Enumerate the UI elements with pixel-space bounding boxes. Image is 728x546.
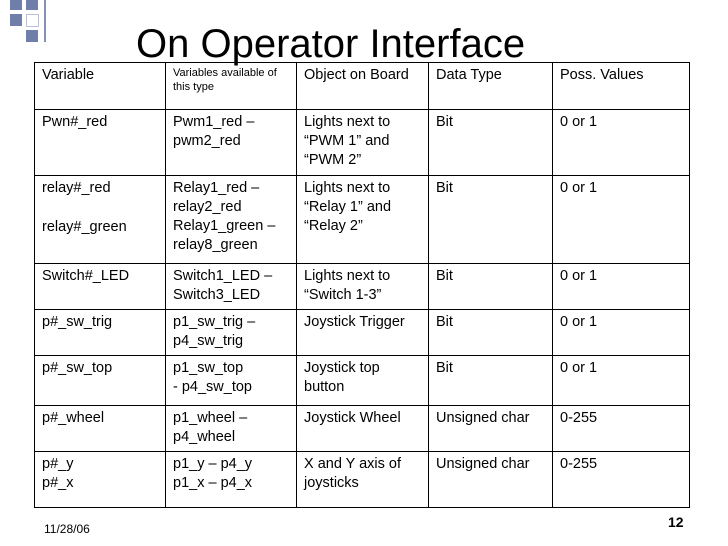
cell-text: Joystick Trigger: [304, 314, 405, 330]
decor-square-4: [26, 14, 39, 27]
cell-text: Unsigned char: [436, 456, 530, 472]
header-cell-object: Object on Board: [297, 63, 429, 110]
cell-text: “Relay 2”: [304, 218, 363, 234]
cell-text: 0-255: [560, 410, 598, 426]
header-cell-type: Data Type: [429, 63, 553, 110]
decor-square-5: [26, 30, 38, 42]
cell-text: Switch#_LED: [42, 268, 130, 284]
cell-text: 0 or 1: [560, 268, 598, 284]
cell-object: [297, 452, 429, 508]
cell-type: [429, 264, 553, 310]
cell-variable: [35, 406, 166, 452]
cell-available: [166, 310, 297, 356]
cell-available: [166, 356, 297, 406]
header-cell-values: Poss. Values: [553, 63, 690, 110]
cell-available: [166, 452, 297, 508]
cell-text: p#_sw_top: [42, 360, 113, 376]
cell-text: “Relay 1” and: [304, 199, 392, 215]
cell-text: relay#_red: [42, 180, 111, 196]
cell-text: Pwn#_red: [42, 114, 108, 130]
cell-text: p1_sw_trig –: [173, 314, 256, 330]
cell-values: [553, 356, 690, 406]
cell-text: 0 or 1: [560, 360, 598, 376]
cell-text: 0 or 1: [560, 114, 598, 130]
cell-text: p#_y: [42, 456, 74, 472]
cell-text: Switch1_LED –: [173, 268, 273, 284]
cell-text: - p4_sw_top: [173, 379, 252, 395]
table-row: [35, 406, 690, 452]
cell-available: [166, 110, 297, 176]
cell-values: [553, 264, 690, 310]
cell-text: Unsigned char: [436, 410, 530, 426]
cell-object: [297, 264, 429, 310]
header-cell-variable: Variable: [35, 63, 166, 110]
cell-object: [297, 110, 429, 176]
table-row: [35, 452, 690, 508]
cell-variable: [35, 356, 166, 406]
cell-text: p1_wheel –: [173, 410, 248, 426]
cell-type: [429, 356, 553, 406]
cell-text: Relay1_red –: [173, 180, 260, 196]
cell-text: Pwm1_red –: [173, 114, 255, 130]
variables-table: [34, 62, 690, 508]
slide-date: 11/28/06: [44, 522, 90, 536]
table-row: [35, 176, 690, 264]
cell-object: [297, 406, 429, 452]
cell-text: relay2_red: [173, 199, 242, 215]
cell-text: relay8_green: [173, 237, 258, 253]
cell-type: [429, 452, 553, 508]
cell-type: [429, 310, 553, 356]
cell-variable: [35, 110, 166, 176]
cell-text: pwm2_red: [173, 133, 241, 149]
cell-text: Joystick Wheel: [304, 410, 401, 426]
cell-text: 0 or 1: [560, 180, 598, 196]
cell-text: “PWM 2”: [304, 152, 362, 168]
table-row: [35, 110, 690, 176]
decor-square-2: [26, 0, 38, 10]
cell-variable: [35, 264, 166, 310]
cell-text: p1_x – p4_x: [173, 475, 253, 491]
cell-variable: [35, 452, 166, 508]
cell-object: [297, 356, 429, 406]
cell-text: Switch3_LED: [173, 287, 261, 303]
cell-type: [429, 406, 553, 452]
cell-text: X and Y axis of: [304, 456, 402, 472]
cell-spacer: [42, 198, 159, 218]
cell-values: [553, 452, 690, 508]
decor-vertical-line: [44, 0, 46, 42]
cell-text: 0 or 1: [560, 314, 598, 330]
cell-available: [166, 406, 297, 452]
page-number: 12: [668, 514, 684, 530]
decor-square-3: [10, 14, 22, 26]
cell-text: joysticks: [304, 475, 359, 491]
cell-type: [429, 110, 553, 176]
cell-variable: [35, 176, 166, 264]
cell-text: p#_wheel: [42, 410, 105, 426]
cell-type: [429, 176, 553, 264]
table-row: [35, 356, 690, 406]
cell-text: p1_sw_top: [173, 360, 244, 376]
cell-object: [297, 310, 429, 356]
cell-text: 0-255: [560, 456, 598, 472]
table-row: [35, 264, 690, 310]
cell-text: Bit: [436, 314, 453, 330]
cell-text: Bit: [436, 180, 453, 196]
cell-values: [553, 176, 690, 264]
decor-square-1: [10, 0, 22, 10]
cell-values: [553, 110, 690, 176]
table-row: [35, 310, 690, 356]
cell-available: [166, 264, 297, 310]
cell-text: p1_y – p4_y: [173, 456, 253, 472]
cell-text: Relay1_green –: [173, 218, 276, 234]
cell-text: Joystick top: [304, 360, 380, 376]
cell-text: p#_sw_trig: [42, 314, 113, 330]
cell-available: [166, 176, 297, 264]
cell-text: Bit: [436, 360, 453, 376]
cell-text: p#_x: [42, 475, 74, 491]
header-cell-available: Variables available of this type: [166, 63, 297, 110]
cell-text: button: [304, 379, 345, 395]
cell-text: “Switch 1-3”: [304, 287, 382, 303]
cell-text: p4_sw_trig: [173, 333, 244, 349]
cell-text: Bit: [436, 114, 453, 130]
cell-text: Lights next to: [304, 180, 391, 196]
cell-values: [553, 310, 690, 356]
cell-text: Lights next to: [304, 268, 391, 284]
cell-variable: [35, 310, 166, 356]
cell-text: Lights next to: [304, 114, 391, 130]
cell-object: [297, 176, 429, 264]
slide-title: On Operator Interface: [136, 22, 526, 66]
cell-text: p4_wheel: [173, 429, 236, 445]
cell-text: Bit: [436, 268, 453, 284]
cell-text: relay#_green: [42, 219, 127, 235]
table-header-row: [35, 63, 690, 110]
cell-text: “PWM 1” and: [304, 133, 390, 149]
cell-values: [553, 406, 690, 452]
